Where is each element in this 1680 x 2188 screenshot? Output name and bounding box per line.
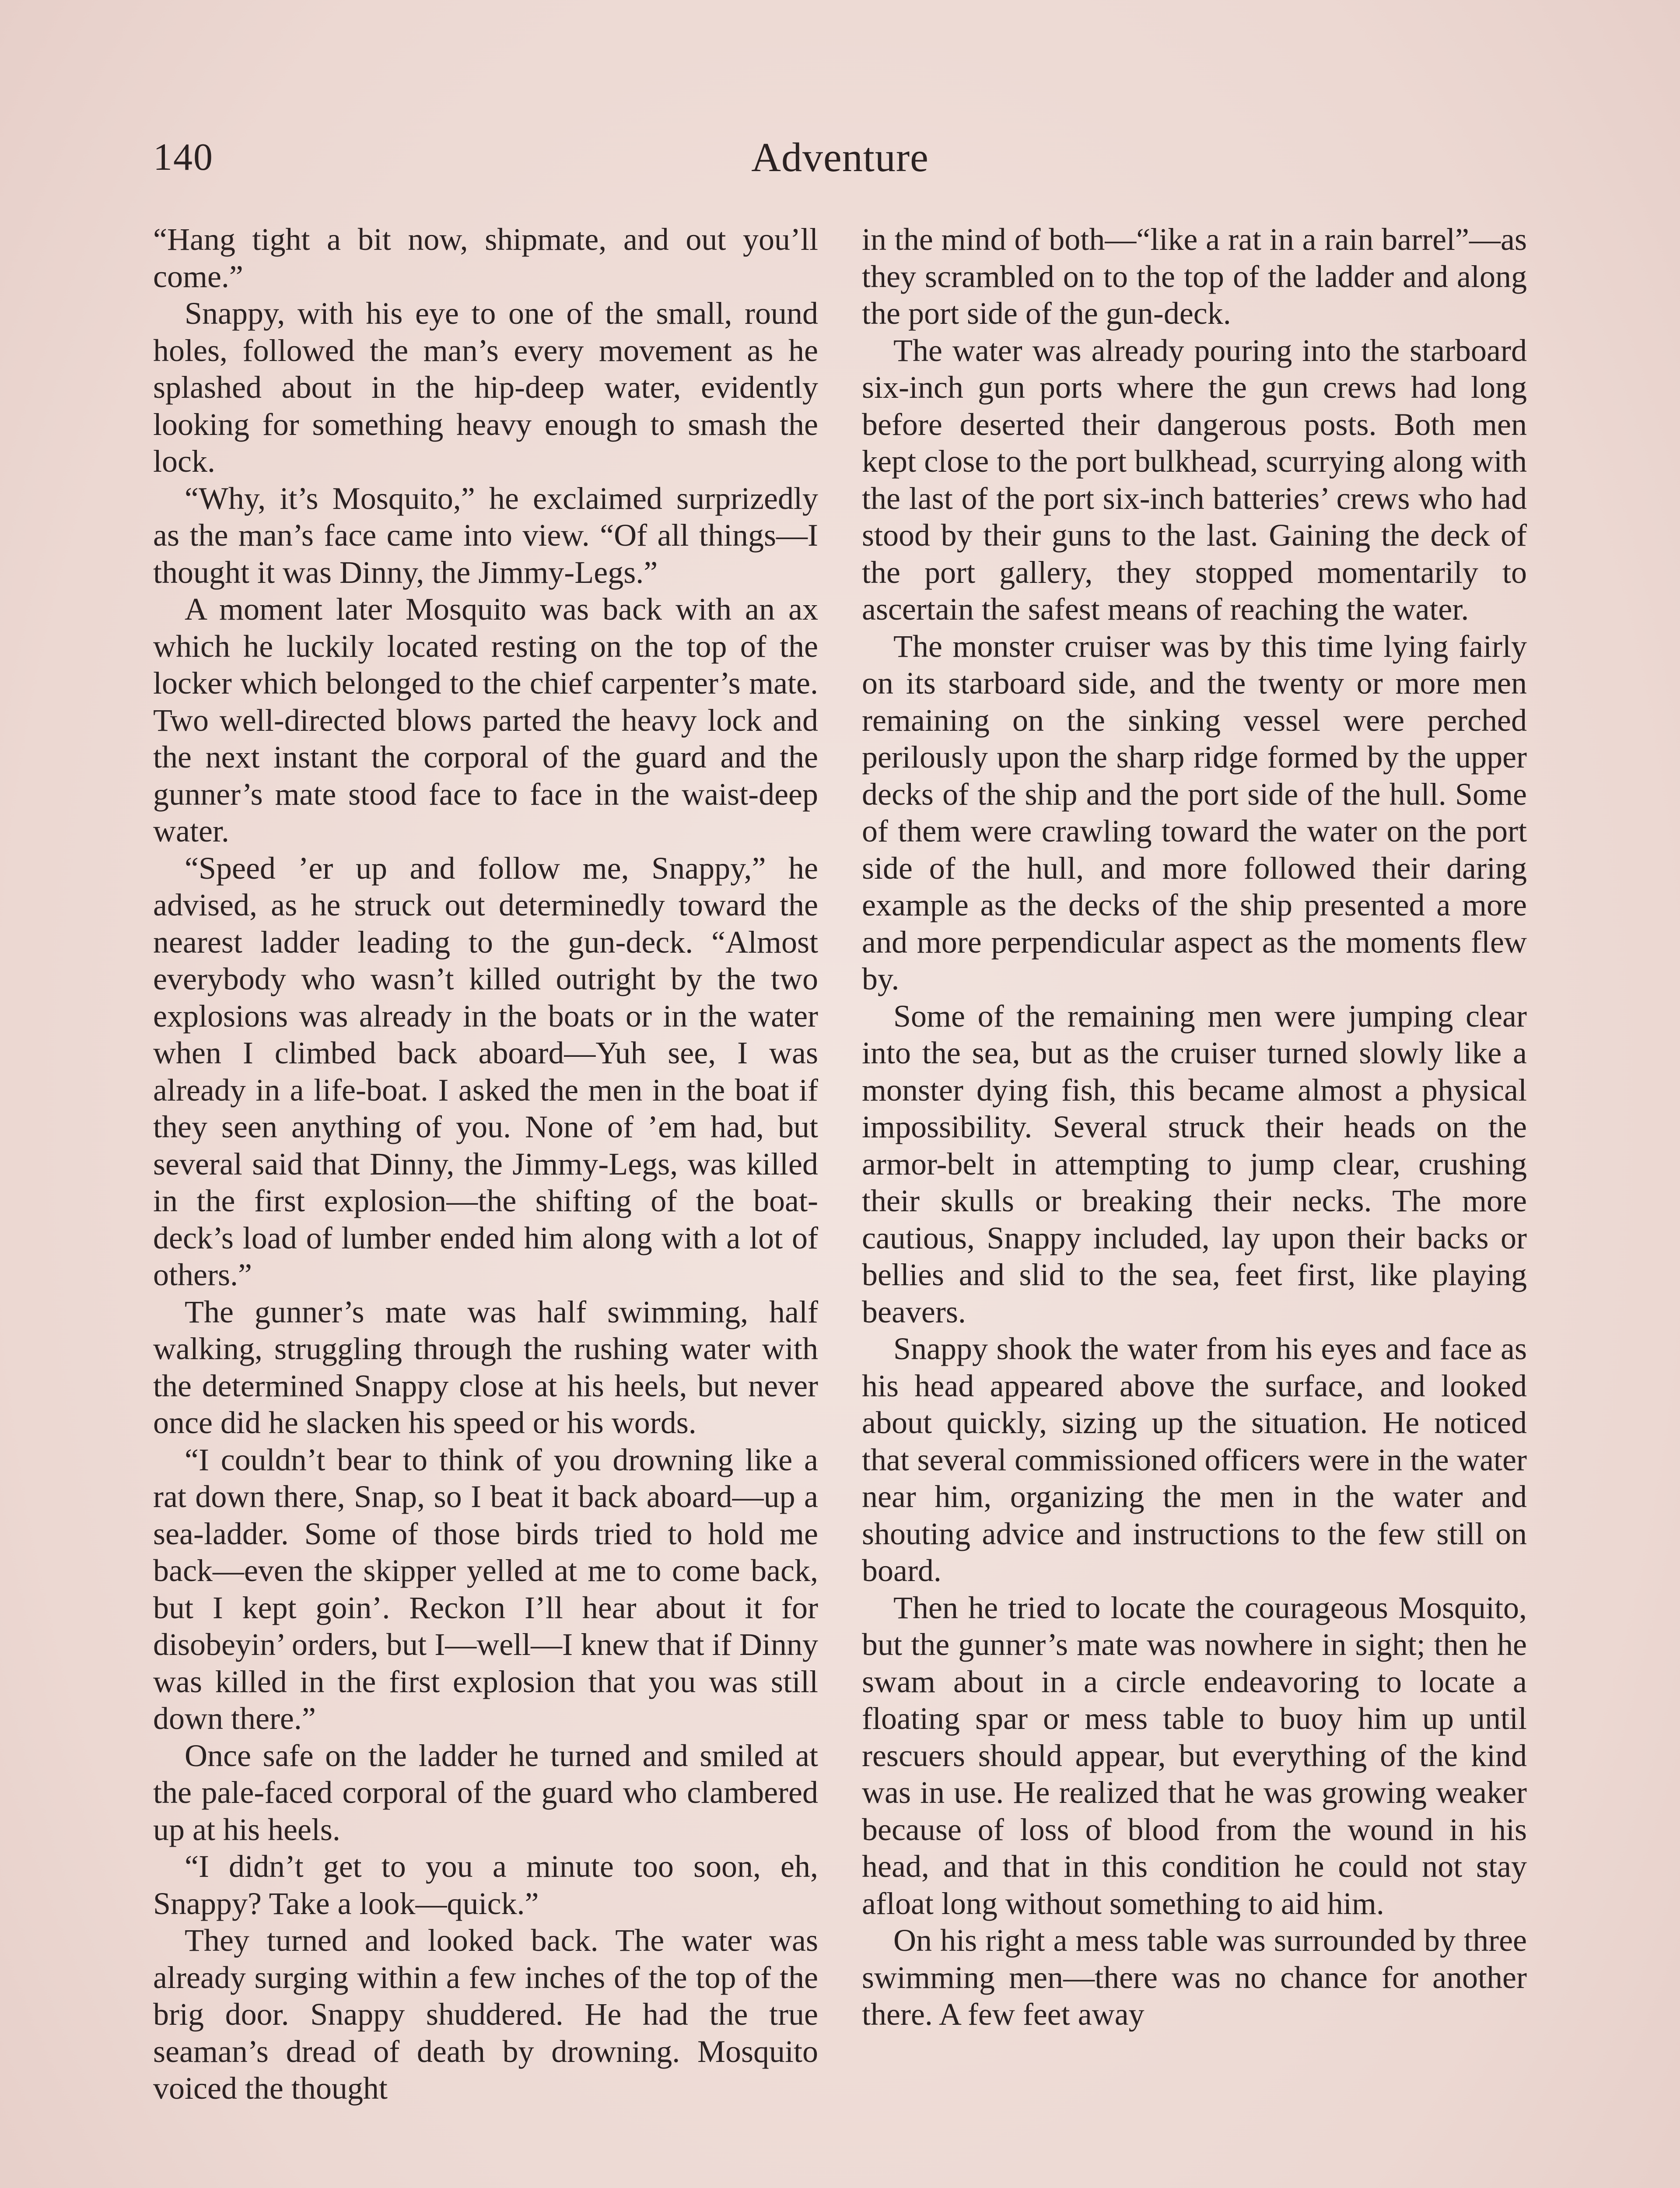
paragraph: “I couldn’t bear to think of you drowning like a rat down there, Snap, so I beat it back aboard—up a sea-ladder. Some of those birds tried to hold me back—even the skipper yelled at me to come back, but I kept goin’. Reckon I’ll hear about it for disobeyin’ orders, but I—well—I knew that if Dinny was killed in the first explosion that you was still down there.” [153, 1442, 818, 1736]
paragraph: The gunner’s mate was half swimming, half walking, struggling through the rushing water with the determined Snappy close at his heels, but never once did he slacken his speed or his words. [153, 1294, 818, 1440]
paragraph: Snappy, with his eye to one of the small, round holes, followed the man’s every movement as he splashed about in the hip-deep water, evidently looking for something heavy enough to smash the lock. [153, 296, 818, 479]
paragraph: “Why, it’s Mosquito,” he exclaimed surprizedly as the man’s face came into view. “Of all things—I thought it was Dinny, the Jimmy-Legs.” [153, 480, 818, 590]
text-columns [153, 221, 1527, 2188]
paragraph: A moment later Mosquito was back with an ax which he luckily located resting on the top of the locker which belonged to the chief carpenter’s mate. Two well-directed blows parted the heavy lock and the next instant the corporal of the guard and the gunner’s mate stood face to face in the waist-deep water. [153, 592, 818, 849]
paragraph-continuation: in the mind of both—“like a rat in a rain barrel”—as they scrambled on to the top of the ladder and along the port side of the gun-deck. [862, 222, 1527, 331]
paragraph: Some of the remaining men were jumping clear into the sea, but as the cruiser turned slowly like a monster dying fish, this became almost a physical impossibility. Several struck their heads on the armor-belt in attempting to jump clear, crushing their skulls or breaking their necks. The more cautious, Snappy included, lay upon their backs or bellies and slid to the sea, feet first, like playing beavers. [862, 998, 1527, 1329]
paragraph: “I didn’t get to you a minute too soon, eh, Snappy? Take a look—quick.” [153, 1849, 818, 1921]
running-title: Adventure [751, 135, 929, 180]
paragraph: They turned and looked back. The water was already surging within a few inches of the top of the brig door. Snappy shuddered. He had the true seaman’s dread of death by drowning. Mosquito voiced the thought [153, 1923, 818, 2106]
page-number: 140 [153, 136, 214, 179]
right-column [862, 221, 1527, 2188]
paragraph: “Hang tight a bit now, shipmate, and out you’ll come.” [153, 222, 818, 294]
paragraph: Once safe on the ladder he turned and smiled at the pale-faced corporal of the guard who clambered up at his heels. [153, 1738, 818, 1847]
paragraph: On his right a mess table was surrounded by three swimming men—there was no chance for another there. A few feet away [862, 1923, 1527, 2032]
paragraph: Then he tried to locate the courageous Mosquito, but the gunner’s mate was nowhere in sight; then he swam about in a circle endeavoring to locate a floating spar or mess table to buoy him up until rescuers should appear, but everything of the kind was in use. He realized that he was growing weaker because of loss of blood from the wound in his head, and that in this condition he could not stay afloat long without something to aid him. [862, 1590, 1527, 1921]
paragraph: The monster cruiser was by this time lying fairly on its starboard side, and the twenty or more men remaining on the sinking vessel were perched perilously upon the sharp ridge formed by the upper decks of the ship and the port side of the hull. Some of them were crawling toward the water on the port side of the hull, and more followed their daring example as the decks of the ship presented a more and more perpendicular aspect as the moments flew by. [862, 628, 1527, 996]
page-header [153, 131, 1527, 193]
paragraph: “Speed ’er up and follow me, Snappy,” he advised, as he struck out determinedly toward the nearest ladder leading to the gun-deck. “Almost everybody who wasn’t killed outright by the two explosions was already in the boats or in the water when I climbed back aboard—Yuh see, I was already in a life-boat. I asked the men in the boat if they seen anything of you. None of ’em had, but several said that Dinny, the Jimmy-Legs, was killed in the first explosion—the shifting of the boat-deck’s load of lumber ended him along with a lot of others.” [153, 850, 818, 1292]
paragraph: Snappy shook the water from his eyes and face as his head appeared above the surface, and looked about quickly, sizing up the situation. He noticed that several commissioned officers were in the water near him, organizing the men in the water and shouting advice and instructions to the few still on board. [862, 1331, 1527, 1588]
paragraph: The water was already pouring into the starboard six-inch gun ports where the gun crews had long before deserted their dangerous posts. Both men kept close to the port bulkhead, scurrying along with the last of the port six-inch batteries’ crews who had stood by their guns to the last. Gaining the deck of the port gallery, they stopped momentarily to ascertain the safest means of reaching the water. [862, 333, 1527, 627]
left-column [153, 221, 818, 2188]
